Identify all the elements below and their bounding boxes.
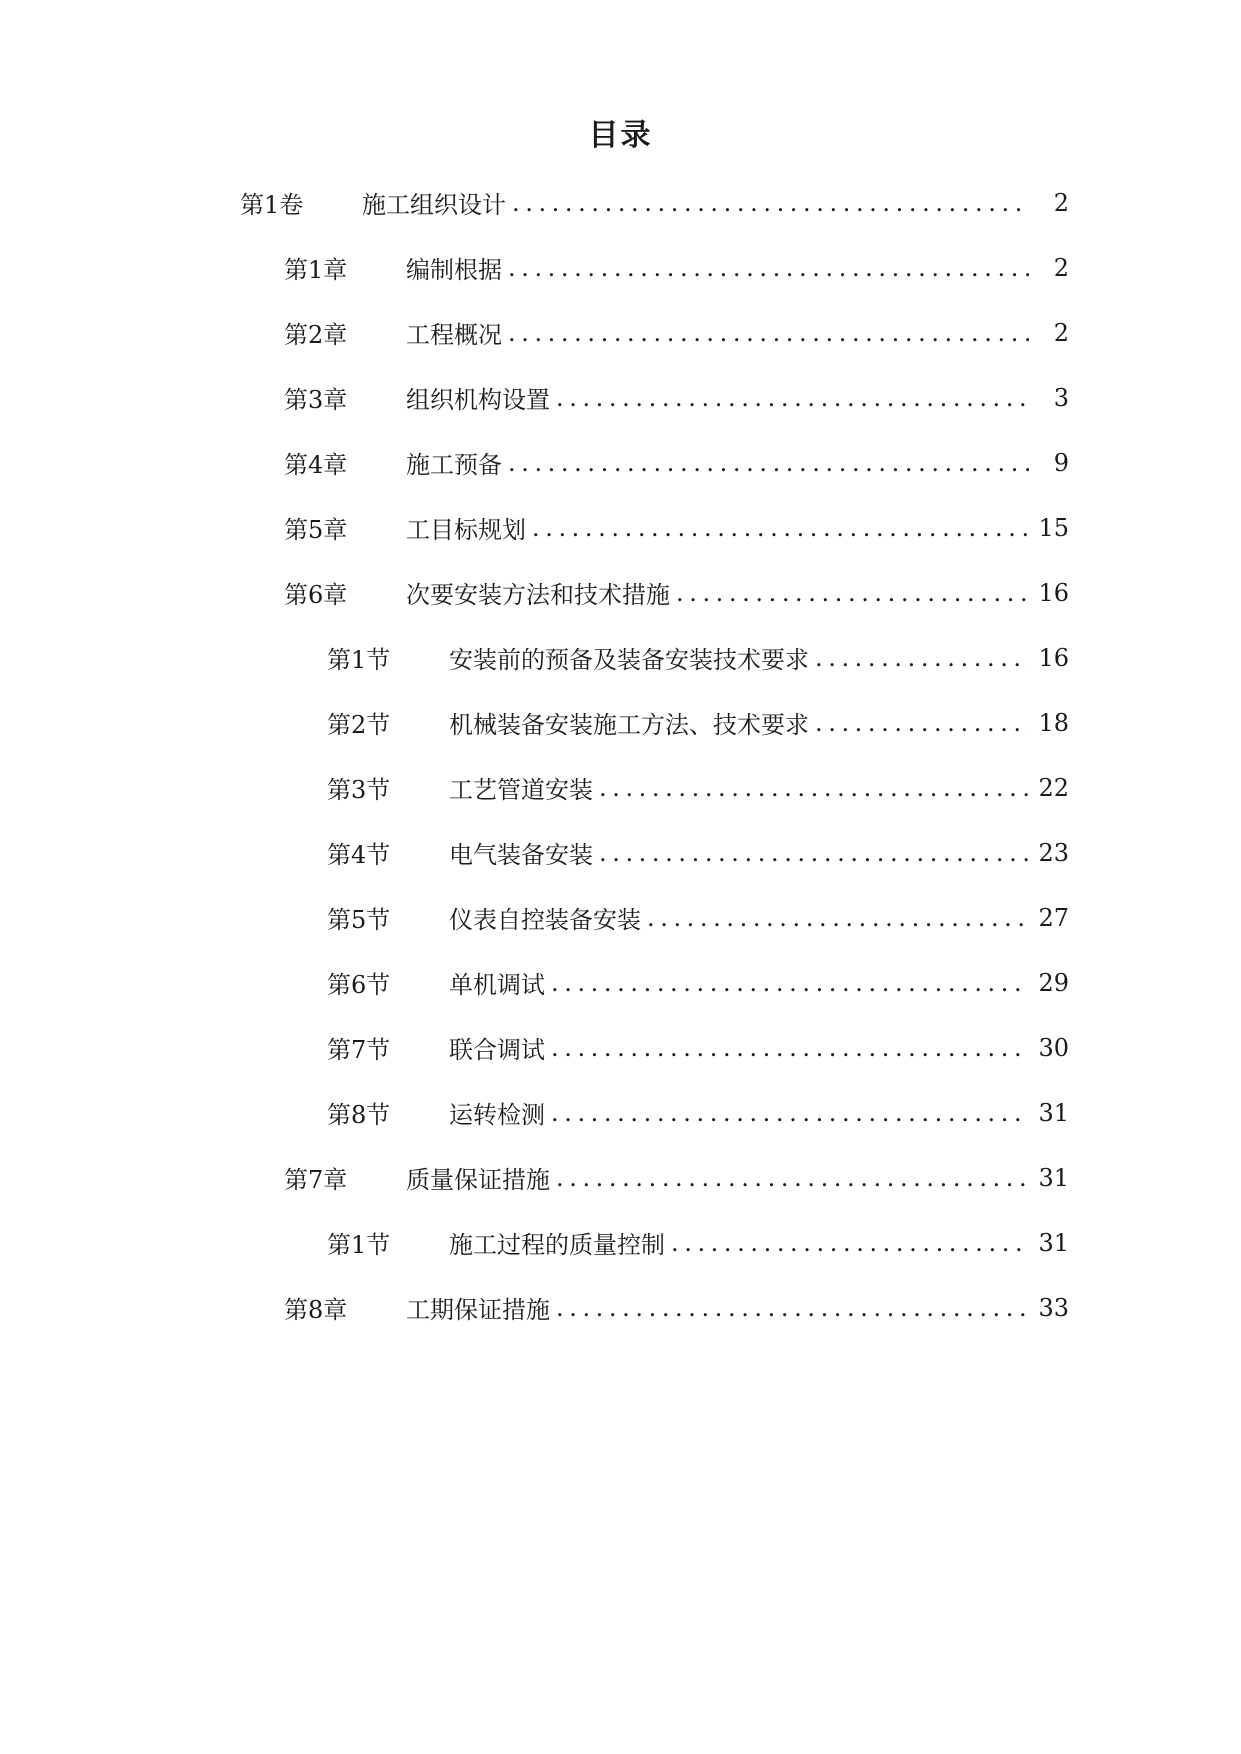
toc-entry-page: 31	[1038, 1228, 1069, 1257]
toc-entry-title: 仪表自控装备安装	[449, 906, 641, 934]
toc-entry-number: 第3章	[284, 386, 348, 414]
toc-entry-number: 第6章	[284, 581, 348, 609]
toc-entry[interactable]	[0, 560, 1241, 625]
toc-entry-title: 安装前的预备及装备安装技术要求	[449, 646, 809, 674]
toc-entry-page: 2	[1053, 253, 1069, 282]
toc-entry-title: 施工组织设计	[362, 191, 506, 219]
toc-entry-title: 施工过程的质量控制	[449, 1231, 665, 1259]
dot-leader	[676, 579, 1029, 607]
toc-entry-number: 第4章	[284, 451, 348, 479]
toc-entry-page: 29	[1038, 968, 1069, 997]
toc-entry-page: 2	[1053, 318, 1069, 347]
toc-entry-page: 30	[1038, 1033, 1069, 1062]
dot-leader	[512, 189, 1029, 217]
toc-entry[interactable]	[0, 1015, 1241, 1080]
toc-entry-title: 运转检测	[449, 1101, 545, 1129]
toc-entry-title: 次要安装方法和技术措施	[406, 581, 670, 609]
toc-entry[interactable]	[0, 950, 1241, 1015]
toc-entry[interactable]	[0, 1080, 1241, 1145]
dot-leader	[551, 1099, 1029, 1127]
toc-entry-page: 18	[1038, 708, 1069, 737]
toc-entry-title: 组织机构设置	[406, 386, 550, 414]
dot-leader	[556, 384, 1029, 412]
toc-entry-page: 22	[1038, 773, 1069, 802]
dot-leader	[508, 319, 1029, 347]
dot-leader	[551, 969, 1029, 997]
toc-entry-title: 编制根据	[406, 256, 502, 284]
toc-entry-number: 第1章	[284, 256, 348, 284]
toc-entry[interactable]	[0, 1210, 1241, 1275]
toc-entry[interactable]	[0, 820, 1241, 885]
toc-entry-page: 23	[1038, 838, 1069, 867]
dot-leader	[556, 1164, 1029, 1192]
toc-entry-title: 工程概况	[406, 321, 502, 349]
toc-entry-number: 第7章	[284, 1166, 348, 1194]
page-title: 目录	[588, 118, 653, 153]
toc-entry[interactable]	[0, 885, 1241, 950]
toc-entry[interactable]	[0, 625, 1241, 690]
toc-entry-number: 第4节	[327, 841, 391, 869]
toc-entry-title: 工目标规划	[406, 516, 526, 544]
toc-entry[interactable]	[0, 235, 1241, 300]
toc-entry[interactable]	[0, 1145, 1241, 1210]
dot-leader	[599, 774, 1029, 802]
toc-entry-number: 第7节	[327, 1036, 391, 1064]
toc-entry-number: 第2节	[327, 711, 391, 739]
toc-entry-number: 第1节	[327, 646, 391, 674]
dot-leader	[551, 1034, 1029, 1062]
toc-entry-title: 施工预备	[406, 451, 502, 479]
toc-entry-number: 第5章	[284, 516, 348, 544]
toc-entry-page: 27	[1038, 903, 1069, 932]
toc-entry-title: 机械装备安装施工方法、技术要求	[449, 711, 809, 739]
dot-leader	[599, 839, 1029, 867]
toc-entry-page: 31	[1038, 1098, 1069, 1127]
dot-leader	[815, 709, 1029, 737]
toc-entry-page: 33	[1038, 1293, 1069, 1322]
toc-entry-page: 16	[1038, 643, 1069, 672]
toc-entry[interactable]	[0, 690, 1241, 755]
toc-entry[interactable]	[0, 495, 1241, 560]
toc-entry[interactable]	[0, 755, 1241, 820]
toc-entry-title: 工期保证措施	[406, 1296, 550, 1324]
toc-entry[interactable]	[0, 170, 1241, 235]
toc-entry-number: 第2章	[284, 321, 348, 349]
toc-entry-page: 15	[1038, 513, 1069, 542]
toc-entry-page: 9	[1053, 448, 1069, 477]
dot-leader	[508, 254, 1029, 282]
toc-entry-title: 联合调试	[449, 1036, 545, 1064]
dot-leader	[815, 644, 1029, 672]
toc-entry-title: 质量保证措施	[406, 1166, 550, 1194]
dot-leader	[508, 449, 1029, 477]
dot-leader	[671, 1229, 1029, 1257]
toc-entry-page: 31	[1038, 1163, 1069, 1192]
toc-entry-page: 2	[1053, 188, 1069, 217]
toc-entry[interactable]	[0, 1275, 1241, 1340]
dot-leader	[532, 514, 1029, 542]
toc-entry-title: 单机调试	[449, 971, 545, 999]
toc-entry-number: 第5节	[327, 906, 391, 934]
dot-leader	[556, 1294, 1029, 1322]
toc-entry-number: 第8节	[327, 1101, 391, 1129]
toc-entry-number: 第1卷	[240, 191, 304, 219]
toc-entry-page: 16	[1038, 578, 1069, 607]
table-of-contents	[0, 170, 1241, 1340]
toc-entry[interactable]	[0, 300, 1241, 365]
dot-leader	[647, 904, 1029, 932]
toc-entry-number: 第6节	[327, 971, 391, 999]
toc-entry-number: 第8章	[284, 1296, 348, 1324]
toc-entry[interactable]	[0, 365, 1241, 430]
toc-entry[interactable]	[0, 430, 1241, 495]
toc-entry-number: 第3节	[327, 776, 391, 804]
toc-entry-page: 3	[1053, 383, 1069, 412]
toc-entry-title: 电气装备安装	[449, 841, 593, 869]
toc-entry-title: 工艺管道安装	[449, 776, 593, 804]
toc-entry-number: 第1节	[327, 1231, 391, 1259]
